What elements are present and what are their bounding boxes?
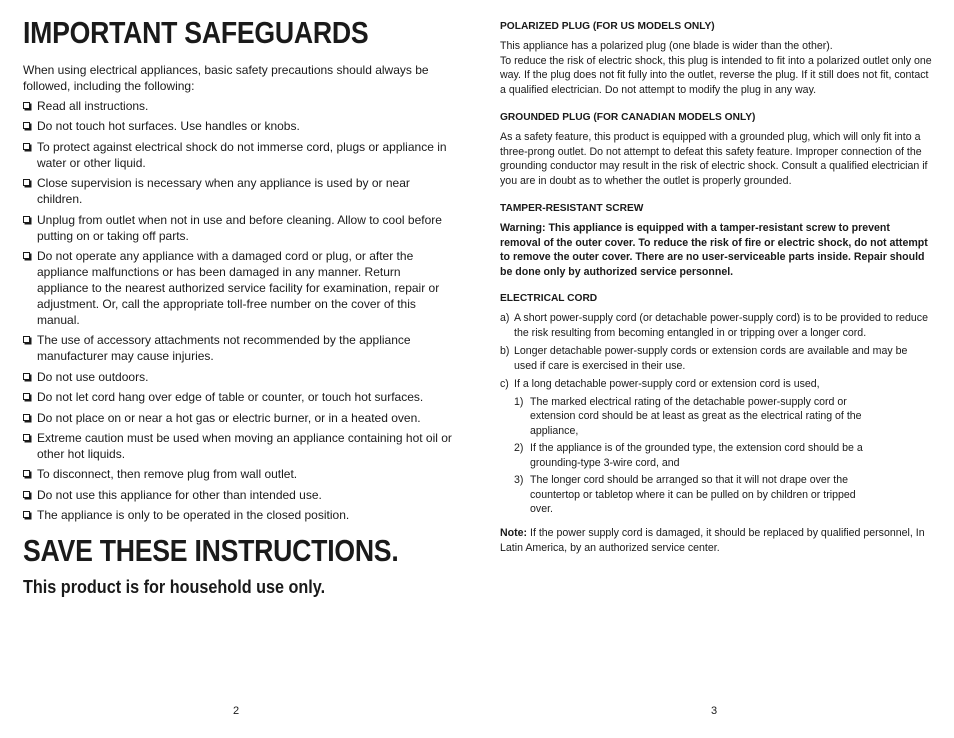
checkbox-icon (23, 434, 30, 441)
list-item (23, 212, 455, 244)
list-marker: c) (500, 378, 509, 390)
page-number: 2 (233, 705, 240, 717)
warning-text: Warning: This appliance is equipped with a tamper-resistant screw to prevent removal of the outer cover. To reduce the risk of fire or electric shock, do not attempt to remove the outer cover. There are no user-serviceable parts inside. Repair should be done only by authorized service personnel. (500, 222, 928, 278)
list-item-text: If a long detachable power-supply cord or extension cord is used, (514, 378, 820, 390)
note-paragraph (500, 526, 932, 555)
section-heading: TAMPER-RESISTANT SCREW (500, 203, 644, 214)
checkbox-icon (23, 511, 30, 518)
intro-paragraph: When using electrical appliances, basic safety precautions should always be followed, including the following: (23, 63, 429, 93)
list-item-text: To protect against electrical shock do not immerse cord, plugs or appliance in water or other liquid. (37, 139, 447, 170)
list-item (23, 487, 455, 503)
list-item (23, 369, 455, 385)
list-item-text: The longer cord should be arranged so that it will not drape over the countertop or tabletop where it can be pulled on by children or tripped over. (530, 474, 856, 515)
checkbox-icon (23, 216, 30, 223)
list-item (500, 377, 932, 517)
safeguards-list (23, 98, 455, 527)
checkbox-icon (23, 414, 30, 421)
page-title: IMPORTANT SAFEGUARDS (23, 15, 369, 50)
checkbox-icon (23, 252, 30, 259)
save-instructions-title: SAVE THESE INSTRUCTIONS. (23, 533, 399, 568)
grounded-plug-section (500, 111, 932, 188)
list-item (23, 139, 455, 171)
checkbox-icon (23, 491, 30, 498)
list-item (514, 473, 876, 517)
list-item-text: Read all instructions. (37, 99, 149, 113)
list-item (500, 311, 932, 340)
list-marker: a) (500, 312, 510, 324)
section-text: To reduce the risk of electric shock, this plug is intended to fit into a polarized outlet only one way. If the plug does not fit fully into the outlet, reverse the plug. If it still does not fit, contact a qualified electrician. Do not attempt to modify the plug in any way. (500, 54, 932, 96)
section-heading: POLARIZED PLUG (FOR US MODELS ONLY) (500, 21, 715, 32)
list-item-text: Do not use this appliance for other than intended use. (37, 487, 322, 502)
list-item-text: A short power-supply cord (or detachable power-supply cord) is to be provided to reduce the risk resulting from becoming entangled in or tripping over a longer cord. (514, 312, 928, 339)
checkbox-icon (23, 143, 30, 150)
section-heading: GROUNDED PLUG (FOR CANADIAN MODELS ONLY) (500, 112, 756, 123)
household-use-notice: This product is for household use only. (23, 577, 326, 597)
checkbox-icon (23, 179, 30, 186)
checkbox-icon (23, 122, 30, 129)
list-marker: 1) (514, 395, 524, 408)
list-item-text: If the appliance is of the grounded type, the extension cord should be a grounding-type 3-wire cord, and (530, 442, 863, 469)
list-item (23, 507, 455, 523)
electrical-cord-section (500, 292, 932, 521)
right-page (477, 0, 954, 738)
list-marker: b) (500, 345, 510, 357)
list-item (23, 430, 455, 462)
cord-list (500, 311, 932, 517)
list-item-text: The use of accessory attachments not recommended by the appliance manufacturer may cause injuries. (37, 333, 411, 364)
list-item (23, 466, 455, 482)
list-item (500, 344, 932, 373)
list-item-text: Do not operate any appliance with a damaged cord or plug, or after the appliance malfunctions or has been damaged in any manner. Return appliance to the nearest authorized service facility for examination, repair or adjustment. Or, call the appropriate toll-free number on the cover of this manual. (37, 248, 440, 327)
list-item-text: To disconnect, then remove plug from wall outlet. (37, 467, 298, 482)
list-marker: 2) (514, 442, 524, 454)
list-item (23, 98, 455, 114)
list-item (23, 175, 455, 207)
checkbox-icon (23, 102, 30, 109)
list-item-text: Do not use outdoors. (37, 369, 149, 384)
note-text: If the power supply cord is damaged, it should be replaced by qualified personnel, In Latin America, by an authorized service center. (500, 527, 925, 554)
list-item (23, 118, 455, 134)
list-item (23, 248, 455, 328)
note-label: Note: (500, 527, 528, 539)
list-item (514, 395, 876, 439)
list-item-text: The marked electrical rating of the detachable power-supply cord or extension cord should be at least as great as the electrical rating of the appliance, (530, 395, 862, 437)
list-item-text: Longer detachable power-supply cords or extension cords are available and may be used if care is exercised in their use. (514, 345, 908, 372)
checkbox-icon (23, 470, 30, 477)
section-text: This appliance has a polarized plug (one blade is wider than the other). (500, 40, 833, 52)
list-item (23, 410, 455, 426)
list-item-text: The appliance is only to be operated in the closed position. (37, 508, 350, 523)
tamper-resistant-screw-section (500, 202, 932, 279)
polarized-plug-section (500, 20, 932, 97)
page-number: 3 (711, 705, 718, 717)
section-heading: ELECTRICAL CORD (500, 293, 598, 304)
list-item (514, 441, 876, 470)
list-item-text: Close supervision is necessary when any appliance is used by or near children. (37, 176, 410, 207)
list-item-text: Do not touch hot surfaces. Use handles or knobs. (37, 119, 300, 134)
list-item (23, 389, 455, 405)
checkbox-icon (23, 373, 30, 380)
list-item-text: Do not let cord hang over edge of table or counter, or touch hot surfaces. (37, 390, 424, 405)
list-marker: 3) (514, 474, 524, 486)
list-item-text: Extreme caution must be used when moving an appliance containing hot oil or other hot liquids. (37, 430, 452, 461)
checkbox-icon (23, 393, 30, 400)
list-item-text: Unplug from outlet when not in use and before cleaning. Allow to cool before putting on or taking off parts. (37, 212, 442, 243)
list-item (23, 332, 455, 364)
cord-sublist (514, 395, 876, 517)
section-text: As a safety feature, this product is equipped with a grounded plug, which will only fit into a three-prong outlet. Do not attempt to defeat this safety feature. Improper connection of the grounding conductor may result in the risk of electric shock. Consult a qualified electrician if you are in doubt as to whether the outlet is properly grounded. (500, 131, 928, 187)
list-item-text: Do not place on or near a hot gas or electric burner, or in a heated oven. (37, 410, 421, 425)
checkbox-icon (23, 336, 30, 343)
